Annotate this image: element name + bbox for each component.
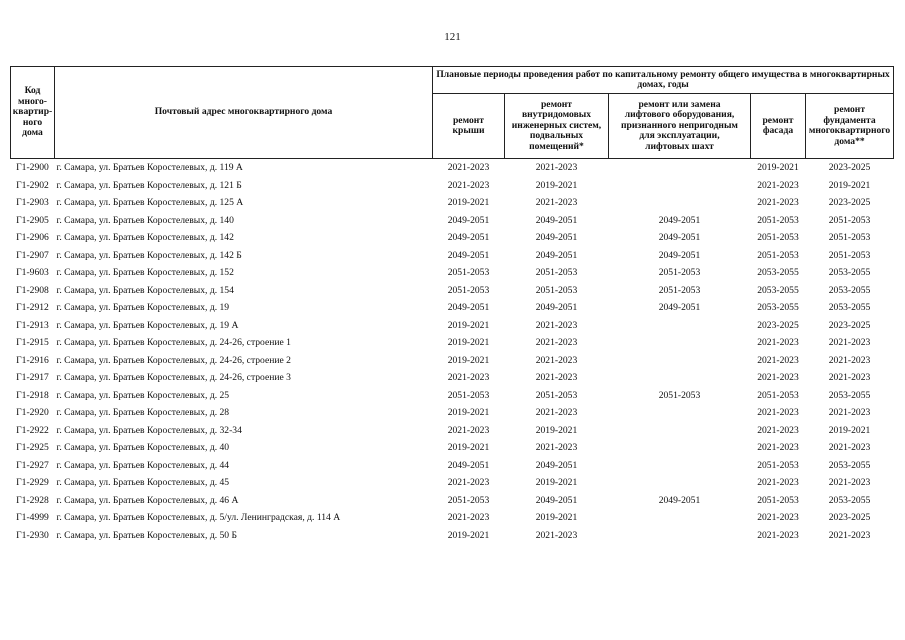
- facade-repair-period: 2021-2023: [757, 337, 799, 349]
- facade-repair-period: 2021-2023: [757, 477, 799, 489]
- foundation-repair-period: 2053-2055: [828, 494, 871, 506]
- engineering-systems-period: 2021-2023: [535, 442, 578, 454]
- table-row: [11, 247, 894, 265]
- foundation-repair-period: 2021-2023: [828, 372, 871, 384]
- roof-repair-period: 2021-2023: [447, 512, 490, 524]
- elevator-repair-period: 2051-2053: [658, 284, 701, 296]
- building-code: Г1-2907: [16, 249, 49, 261]
- building-code: Г1-2913: [16, 319, 49, 331]
- roof-repair-period: 2021-2023: [447, 477, 490, 489]
- table-row: [11, 404, 894, 422]
- postal-address: г. Самара, ул. Братьев Коростелевых, д. 24-26, строение 3: [56, 372, 291, 384]
- table-row: [11, 352, 894, 370]
- building-code: Г1-2917: [16, 372, 49, 384]
- elevator-repair-period: [609, 457, 751, 475]
- facade-repair-period: 2021-2023: [757, 529, 799, 541]
- foundation-repair-period: 2021-2023: [828, 337, 871, 349]
- engineering-systems-period: 2019-2021: [535, 424, 578, 436]
- foundation-repair-period: 2023-2025: [828, 512, 871, 524]
- postal-address: г. Самара, ул. Братьев Коростелевых, д. 125 А: [56, 197, 244, 209]
- foundation-repair-period: 2051-2053: [828, 214, 871, 226]
- engineering-systems-period: 2049-2051: [535, 494, 578, 506]
- foundation-repair-period: 2021-2023: [828, 407, 871, 419]
- postal-address: г. Самара, ул. Братьев Коростелевых, д. 24-26, строение 2: [56, 354, 291, 366]
- foundation-repair-period: 2053-2055: [828, 284, 871, 296]
- building-code: Г1-2902: [16, 179, 49, 191]
- foundation-repair-period: 2019-2021: [828, 179, 871, 191]
- roof-repair-period: 2019-2021: [447, 337, 490, 349]
- roof-repair-period: 2051-2053: [447, 267, 490, 279]
- building-code: Г1-9603: [16, 267, 49, 279]
- postal-address: г. Самара, ул. Братьев Коростелевых, д. 28: [56, 407, 230, 419]
- facade-repair-period: 2021-2023: [757, 372, 799, 384]
- postal-address: г. Самара, ул. Братьев Коростелевых, д. 119 А: [56, 162, 243, 174]
- elevator-repair-period: [609, 352, 751, 370]
- header-engineering-systems-repair: ремонт внутридомовых инженерных систем, подвальных помещений*: [505, 94, 609, 159]
- engineering-systems-period: 2049-2051: [535, 214, 578, 226]
- roof-repair-period: 2049-2051: [447, 232, 490, 244]
- elevator-repair-period: [609, 439, 751, 457]
- header-roof-repair: ремонт крыши: [433, 94, 505, 159]
- engineering-systems-period: 2021-2023: [535, 372, 578, 384]
- building-code: Г1-2900: [16, 162, 49, 174]
- building-code: Г1-2915: [16, 337, 49, 349]
- elevator-repair-period: 2049-2051: [658, 232, 701, 244]
- facade-repair-period: 2021-2023: [757, 354, 799, 366]
- elevator-repair-period: [609, 422, 751, 440]
- elevator-repair-period: [609, 474, 751, 492]
- elevator-repair-period: [609, 317, 751, 335]
- engineering-systems-period: 2049-2051: [535, 302, 578, 314]
- foundation-repair-period: 2053-2055: [828, 302, 871, 314]
- header-facade-repair: ремонт фасада: [751, 94, 806, 159]
- building-code: Г1-2925: [16, 442, 49, 454]
- elevator-repair-period: [609, 369, 751, 387]
- building-code: Г1-2903: [16, 197, 49, 209]
- roof-repair-period: 2019-2021: [447, 407, 490, 419]
- building-code: Г1-2929: [16, 477, 49, 489]
- engineering-systems-period: 2021-2023: [535, 529, 578, 541]
- facade-repair-period: 2019-2021: [757, 162, 799, 174]
- engineering-systems-period: 2019-2021: [535, 512, 578, 524]
- foundation-repair-period: 2051-2053: [828, 249, 871, 261]
- engineering-systems-period: 2021-2023: [535, 197, 578, 209]
- postal-address: г. Самара, ул. Братьев Коростелевых, д. 24-26, строение 1: [56, 337, 291, 349]
- table-row: [11, 299, 894, 317]
- engineering-systems-period: 2051-2053: [535, 389, 578, 401]
- postal-address: г. Самара, ул. Братьев Коростелевых, д. 25: [56, 389, 230, 401]
- table-row: [11, 317, 894, 335]
- engineering-systems-period: 2051-2053: [535, 284, 578, 296]
- facade-repair-period: 2051-2053: [757, 459, 799, 471]
- roof-repair-period: 2049-2051: [447, 249, 490, 261]
- postal-address: г. Самара, ул. Братьев Коростелевых, д. 44: [56, 459, 230, 471]
- facade-repair-period: 2051-2053: [757, 232, 799, 244]
- capital-repair-table: [10, 66, 894, 544]
- building-code: Г1-2920: [16, 407, 49, 419]
- engineering-systems-period: 2019-2021: [535, 477, 578, 489]
- roof-repair-period: 2049-2051: [447, 214, 490, 226]
- table-row: [11, 457, 894, 475]
- facade-repair-period: 2021-2023: [757, 512, 799, 524]
- table-row: [11, 387, 894, 405]
- roof-repair-period: 2019-2021: [447, 354, 490, 366]
- postal-address: г. Самара, ул. Братьев Коростелевых, д. 152: [56, 267, 234, 279]
- roof-repair-period: 2019-2021: [447, 529, 490, 541]
- elevator-repair-period: 2049-2051: [658, 214, 701, 226]
- engineering-systems-period: 2049-2051: [535, 249, 578, 261]
- postal-address: г. Самара, ул. Братьев Коростелевых, д. 46 А: [56, 494, 239, 506]
- table-row: [11, 422, 894, 440]
- facade-repair-period: 2053-2055: [757, 267, 799, 279]
- roof-repair-period: 2019-2021: [447, 197, 490, 209]
- table-row: [11, 334, 894, 352]
- roof-repair-period: 2021-2023: [447, 179, 490, 191]
- engineering-systems-period: 2021-2023: [535, 337, 578, 349]
- roof-repair-period: 2021-2023: [447, 424, 490, 436]
- elevator-repair-period: 2049-2051: [658, 302, 701, 314]
- building-code: Г1-2908: [16, 284, 49, 296]
- building-code: Г1-2912: [16, 302, 49, 314]
- table-row: [11, 194, 894, 212]
- foundation-repair-period: 2019-2021: [828, 424, 871, 436]
- building-code: Г1-4999: [16, 512, 49, 524]
- elevator-repair-period: [609, 177, 751, 195]
- building-code: Г1-2928: [16, 494, 49, 506]
- postal-address: г. Самара, ул. Братьев Коростелевых, д. 140: [56, 214, 234, 226]
- postal-address: г. Самара, ул. Братьев Коростелевых, д. 40: [56, 442, 230, 454]
- table-row: [11, 474, 894, 492]
- elevator-repair-period: [609, 509, 751, 527]
- roof-repair-period: 2049-2051: [447, 302, 490, 314]
- header-code: Код много- квартир- ного дома: [11, 67, 55, 159]
- table-row: [11, 177, 894, 195]
- foundation-repair-period: 2023-2025: [828, 162, 871, 174]
- engineering-systems-period: 2049-2051: [535, 459, 578, 471]
- postal-address: г. Самара, ул. Братьев Коростелевых, д. 142: [56, 232, 234, 244]
- roof-repair-period: 2049-2051: [447, 459, 490, 471]
- table-row: [11, 439, 894, 457]
- header-planned-periods: Плановые периоды проведения работ по капитальному ремонту общего имущества в многоквартирных домах, годы: [433, 67, 894, 94]
- roof-repair-period: 2021-2023: [447, 162, 490, 174]
- foundation-repair-period: 2021-2023: [828, 477, 871, 489]
- elevator-repair-period: [609, 334, 751, 352]
- foundation-repair-period: 2021-2023: [828, 354, 871, 366]
- table-row: [11, 369, 894, 387]
- postal-address: г. Самара, ул. Братьев Коростелевых, д. 154: [56, 284, 234, 296]
- building-code: Г1-2918: [16, 389, 49, 401]
- engineering-systems-period: 2021-2023: [535, 162, 578, 174]
- elevator-repair-period: [609, 159, 751, 177]
- roof-repair-period: 2051-2053: [447, 284, 490, 296]
- building-code: Г1-2906: [16, 232, 49, 244]
- engineering-systems-period: 2021-2023: [535, 354, 578, 366]
- postal-address: г. Самара, ул. Братьев Коростелевых, д. 32-34: [56, 424, 242, 436]
- facade-repair-period: 2021-2023: [757, 179, 799, 191]
- header-elevator-repair: ремонт или замена лифтового оборудования, признанного непригодным для эксплуатации, лифтовых шахт: [609, 94, 751, 159]
- engineering-systems-period: 2021-2023: [535, 407, 578, 419]
- foundation-repair-period: 2051-2053: [828, 232, 871, 244]
- roof-repair-period: 2021-2023: [447, 372, 490, 384]
- elevator-repair-period: 2049-2051: [658, 494, 701, 506]
- facade-repair-period: 2051-2053: [757, 494, 799, 506]
- facade-repair-period: 2021-2023: [757, 442, 799, 454]
- table-row: [11, 282, 894, 300]
- table-row: [11, 527, 894, 545]
- postal-address: г. Самара, ул. Братьев Коростелевых, д. 19 А: [56, 319, 239, 331]
- table-row: [11, 492, 894, 510]
- facade-repair-period: 2051-2053: [757, 249, 799, 261]
- postal-address: г. Самара, ул. Братьев Коростелевых, д. 5/ул. Ленинградская, д. 114 А: [56, 512, 341, 524]
- table-row: [11, 264, 894, 282]
- elevator-repair-period: [609, 527, 751, 545]
- postal-address: г. Самара, ул. Братьев Коростелевых, д. 50 Б: [56, 529, 238, 541]
- roof-repair-period: 2051-2053: [447, 389, 490, 401]
- building-code: Г1-2905: [16, 214, 49, 226]
- foundation-repair-period: 2023-2025: [828, 319, 871, 331]
- elevator-repair-period: [609, 194, 751, 212]
- postal-address: г. Самара, ул. Братьев Коростелевых, д. 19: [56, 302, 230, 314]
- building-code: Г1-2922: [16, 424, 49, 436]
- roof-repair-period: 2051-2053: [447, 494, 490, 506]
- foundation-repair-period: 2021-2023: [828, 529, 871, 541]
- elevator-repair-period: 2049-2051: [658, 249, 701, 261]
- table-body: [11, 159, 894, 545]
- facade-repair-period: 2023-2025: [757, 319, 799, 331]
- facade-repair-period: 2021-2023: [757, 407, 799, 419]
- roof-repair-period: 2019-2021: [447, 442, 490, 454]
- page-number: 121: [444, 31, 461, 43]
- elevator-repair-period: [609, 404, 751, 422]
- table-row: [11, 159, 894, 177]
- engineering-systems-period: 2021-2023: [535, 319, 578, 331]
- facade-repair-period: 2021-2023: [757, 197, 799, 209]
- foundation-repair-period: 2053-2055: [828, 459, 871, 471]
- building-code: Г1-2916: [16, 354, 49, 366]
- engineering-systems-period: 2049-2051: [535, 232, 578, 244]
- foundation-repair-period: 2053-2055: [828, 267, 871, 279]
- table-row: [11, 212, 894, 230]
- roof-repair-period: 2019-2021: [447, 319, 490, 331]
- foundation-repair-period: 2021-2023: [828, 442, 871, 454]
- foundation-repair-period: 2023-2025: [828, 197, 871, 209]
- building-code: Г1-2927: [16, 459, 49, 471]
- facade-repair-period: 2051-2053: [757, 214, 799, 226]
- facade-repair-period: 2053-2055: [757, 284, 799, 296]
- facade-repair-period: 2021-2023: [757, 424, 799, 436]
- building-code: Г1-2930: [16, 529, 49, 541]
- postal-address: г. Самара, ул. Братьев Коростелевых, д. 45: [56, 477, 230, 489]
- elevator-repair-period: 2051-2053: [658, 389, 701, 401]
- foundation-repair-period: 2053-2055: [828, 389, 871, 401]
- table-row: [11, 509, 894, 527]
- table-row: [11, 229, 894, 247]
- engineering-systems-period: 2051-2053: [535, 267, 578, 279]
- elevator-repair-period: 2051-2053: [658, 267, 701, 279]
- postal-address: г. Самара, ул. Братьев Коростелевых, д. 121 Б: [56, 179, 242, 191]
- engineering-systems-period: 2019-2021: [535, 179, 578, 191]
- header-foundation-repair: ремонт фундамента многоквартирного дома**: [806, 94, 894, 159]
- facade-repair-period: 2053-2055: [757, 302, 799, 314]
- header-address: Почтовый адрес многоквартирного дома: [55, 67, 433, 159]
- postal-address: г. Самара, ул. Братьев Коростелевых, д. 142 Б: [56, 249, 242, 261]
- facade-repair-period: 2051-2053: [757, 389, 799, 401]
